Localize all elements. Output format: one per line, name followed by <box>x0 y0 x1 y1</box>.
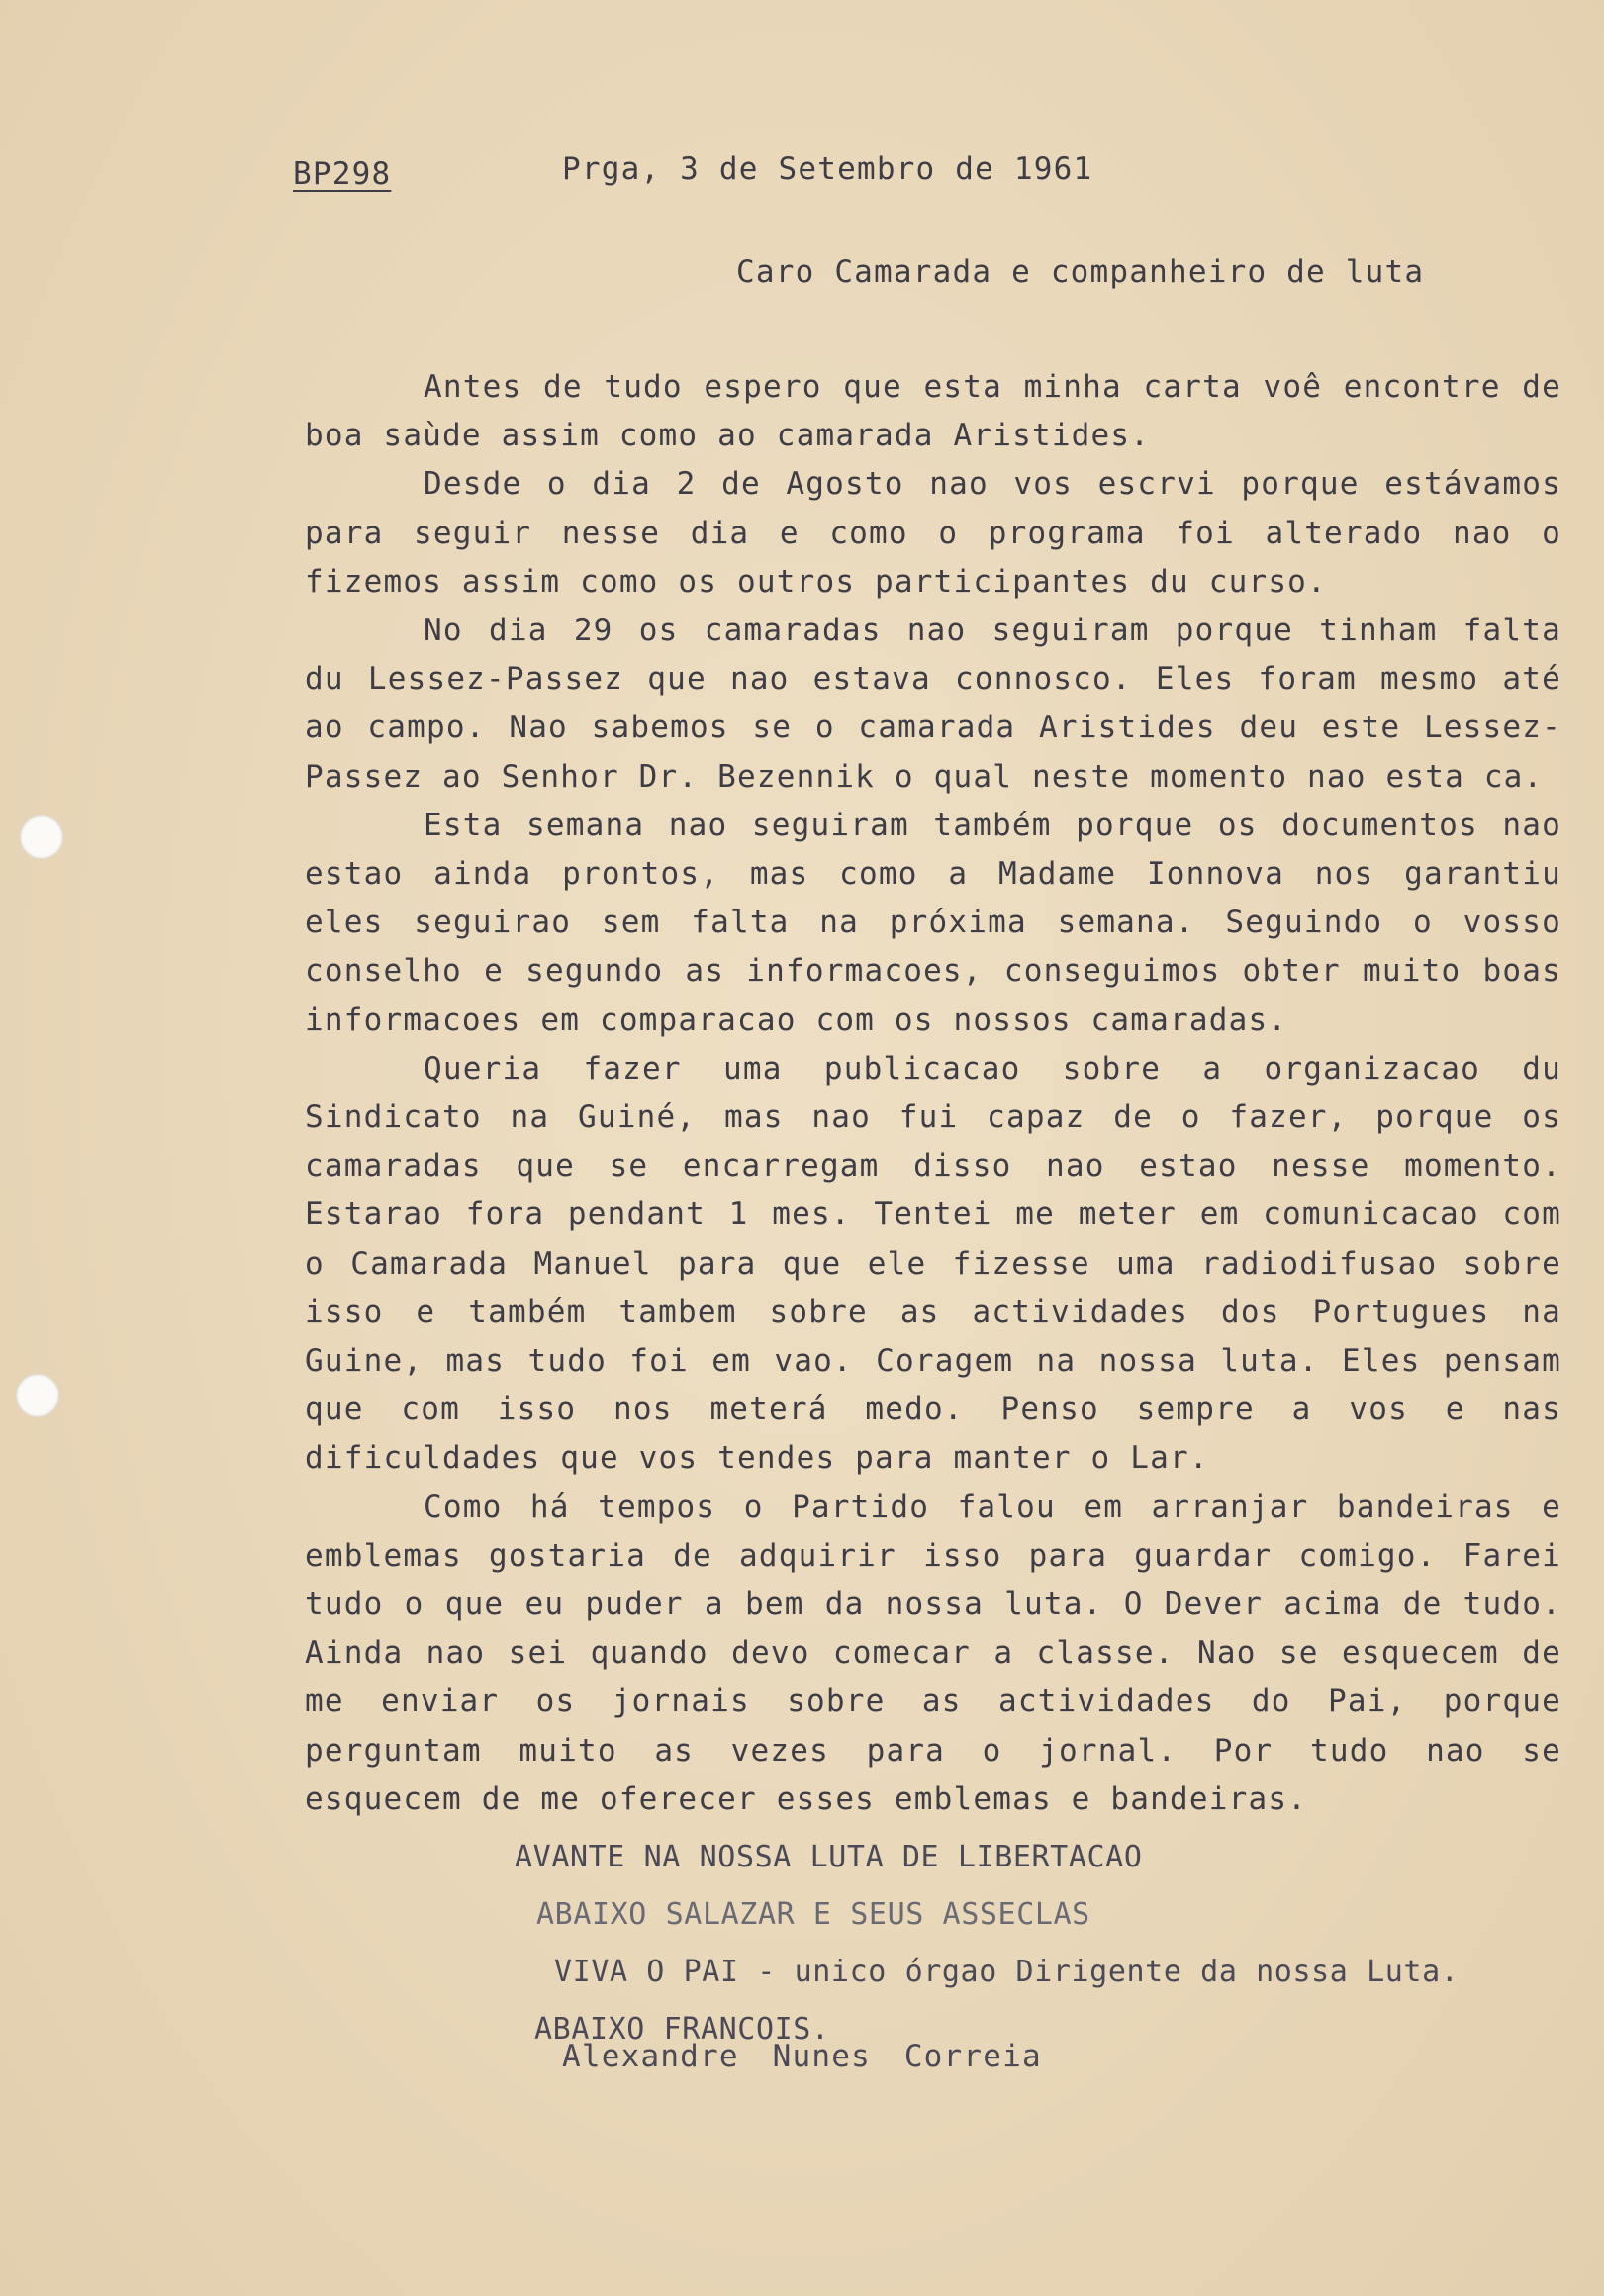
paragraph: Como há tempos o Partido falou em arranjar bandeiras e emblemas gostaria de adquirir isso para guardar comigo. Farei tudo o que eu puder a bem da nossa luta. O Dever acima de tudo. Ainda nao sei quando devo comecar a classe. Nao se esquecem de me enviar os jornais sobre as actividades do Pai, porque perguntam muito as vezes para o jornal. Por tudo nao se esquecem de me oferecer esses emblemas e bandeiras. <box>305 1488 1561 1817</box>
punch-hole-lower <box>16 1374 59 1417</box>
date-line: Prga, 3 de Setembro de 1961 <box>562 151 1093 187</box>
slogan: ABAIXO SALAZAR E SEUS ASSECLAS <box>536 1897 1090 1932</box>
paragraph: Antes de tudo espero que esta minha carta voê encontre de boa saùde assim como ao camarada Aristides. <box>305 369 1561 454</box>
paragraph: Desde o dia 2 de Agosto nao vos escrvi porque estávamos para seguir nesse dia e como o programa foi alterado nao o fizemos assim como os outros participantes du curso. <box>305 466 1561 600</box>
paragraph: Queria fazer uma publicacao sobre a organizacao du Sindicato na Guiné, mas nao fui capaz de o fazer, porque os camaradas que se encarregam disso nao estao nesse momento. Estarao fora pendant 1 mes. Tentei me meter em comunicacao com o Camarada Manuel para que ele fizesse uma radiodifusao sobre isso e também tambem sobre as actividades dos Portugues na Guine, mas tudo foi em vao. Coragem na nossa luta. Eles pensam que com isso nos meterá medo. Penso sempre a vos e nas dificuldades que vos tendes para manter o Lar. <box>305 1050 1561 1477</box>
slogans-block <box>515 1829 1459 2058</box>
letter-body <box>305 363 1561 1824</box>
paragraph: Esta semana nao seguiram também porque os documentos nao estao ainda prontos, mas como a Madame Ionnova nos garantiu eles seguirao sem falta na próxima semana. Seguindo o vosso conselho e segundo as informacoes, conseguimos obter muito boas informacoes em comparacao com os nossos camaradas. <box>305 807 1561 1038</box>
punch-hole-upper <box>20 815 63 859</box>
slogan: AVANTE NA NOSSA LUTA DE LIBERTACAO <box>515 1840 1143 1874</box>
slogan: ABAIXO FRANCOIS. <box>534 2012 830 2047</box>
salutation: Caro Camarada e companheiro de luta <box>736 254 1425 290</box>
archive-reference: BP298 <box>293 156 392 192</box>
signature-name: Alexandre Nunes Correia <box>562 2039 1042 2074</box>
slogan: VIVA O PAI - unico órgao Dirigente da nossa Luta. <box>554 1955 1460 1989</box>
paragraph: No dia 29 os camaradas nao seguiram porque tinham falta du Lessez-Passez que nao estava connosco. Eles foram mesmo até ao campo. Nao sabemos se o camarada Aristides deu este Lessez-Passez ao Senhor Dr. Bezennik o qual neste momento nao esta ca. <box>305 613 1561 795</box>
